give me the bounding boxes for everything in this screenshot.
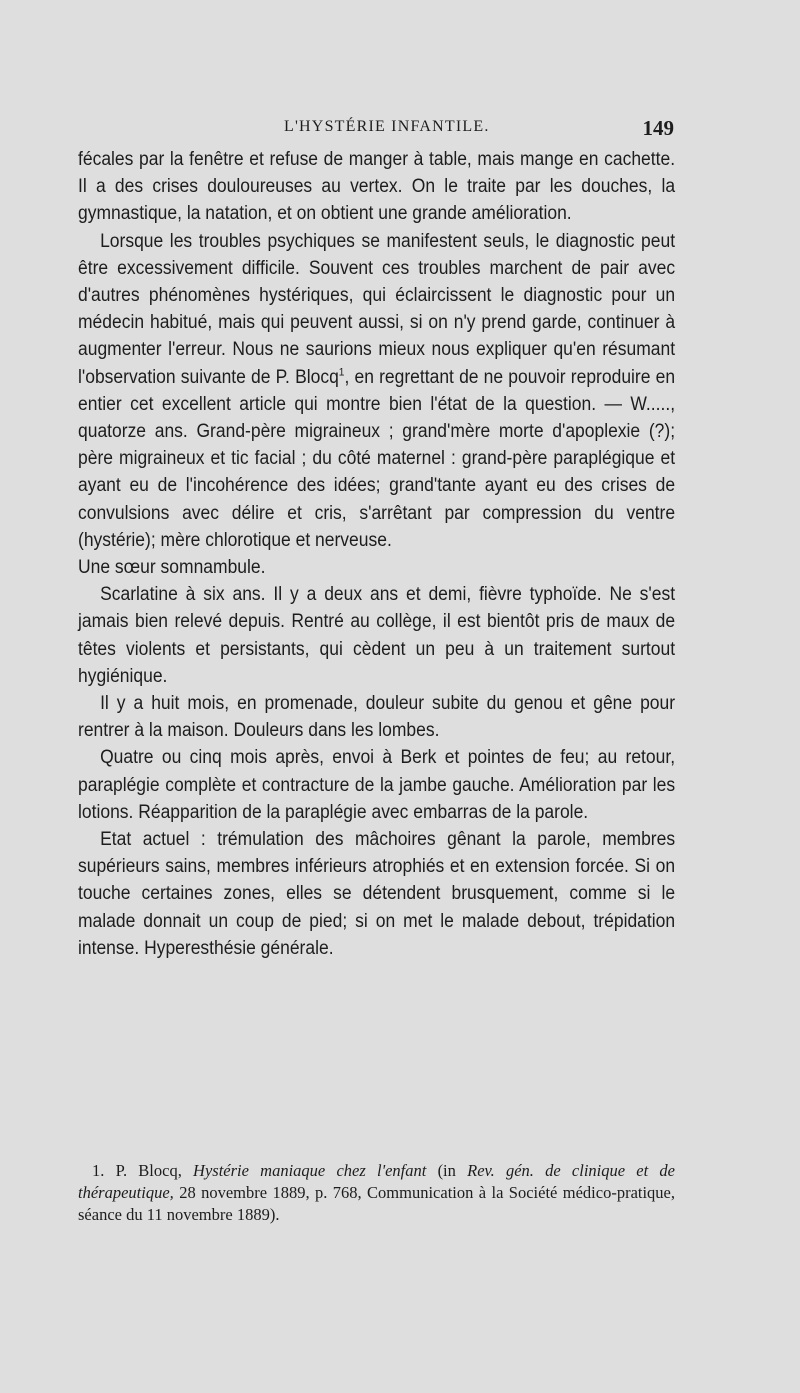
- paragraph: Etat actuel : trémulation des mâchoires gênant la parole, membres supérieurs sains, membres inférieurs atrophiés et en extension forcée. Si on touche certaines zones, elles se détendent brusquement, comme si le malade donnait un coup de pied; si on met le malade debout, trépidation intense. Hyperesthésie générale.: [78, 829, 676, 959]
- page-number: 149: [642, 116, 674, 140]
- running-title: L'HYSTÉRIE INFANTILE.: [284, 118, 490, 135]
- paragraph: Une sœur somnambule.: [78, 557, 266, 579]
- paragraph-text-rest: , en regrettant de ne pouvoir reproduire en entier cet excellent article qui montre bien l'état de la question. — W....., quatorze ans. Grand-père migraineux ; grand'mère morte d'apoplexie (?); père migraineux et tic facial ; du côté maternel : grand-père paraplégique et ayant eu de l'incohérence des idées; grand'tante ayant eu des crises de convulsions avec délire et cris, s'arrêtant par compression du ventre (hystérie); mère chlorotique et nerveuse.: [78, 366, 676, 551]
- paragraph: Quatre ou cinq mois après, envoi à Berk et pointes de feu; au retour, paraplégie complète et contracture de la jambe gauche. Amélioration par les lotions. Réapparition de la paraplégie avec embarras de la parole.: [78, 747, 676, 823]
- footnote-author: P. Blocq,: [115, 1161, 182, 1180]
- body-text: [78, 146, 676, 962]
- page-header: [78, 116, 678, 146]
- paragraph: Il y a huit mois, en promenade, douleur subite du genou et gêne pour rentrer à la maison. Douleurs dans les lombes.: [78, 693, 676, 742]
- footnote-title: Hystérie maniaque chez l'enfant: [193, 1161, 427, 1180]
- footnote-text: [78, 1160, 675, 1226]
- paragraph: Scarlatine à six ans. Il y a deux ans et demi, fièvre typhoïde. Ne s'est jamais bien relevé depuis. Rentré au collège, il est bientôt pris de maux de têtes violents et persistants, qui cèdent un peu à un traitement surtout hygiénique.: [78, 584, 676, 687]
- paragraph: [78, 228, 675, 554]
- footnote: [78, 1160, 675, 1226]
- paragraph-continuation: fécales par la fenêtre et refuse de manger à table, mais mange en cachette. Il a des crises douloureuses au vertex. On le traite par les douches, la gymnastique, la natation, et on obtient une grande amélioration.: [78, 149, 676, 225]
- paragraph-text: Lorsque les troubles psychiques se manifestent seuls, le diagnostic peut être excessivement difficile. Souvent ces troubles marchent de pair avec d'autres phénomènes hystériques, qui éclaircissent le diagnostic pour un médecin habitué, mais qui peuvent aussi, si on n'y prend garde, continuer à augmenter l'erreur. Nous ne saurions mieux nous expliquer qu'en résumant l'observation suivante de P. Blocq: [78, 230, 676, 388]
- footnote-marker: 1: [338, 366, 345, 379]
- footnote-in: (in: [437, 1161, 456, 1180]
- footnote-rest: 28 novembre 1889, p. 768, Communication à la Société médico-pratique, séance du 11 novembre 1889).: [78, 1183, 676, 1224]
- footnote-journal: Rev. gén. de clinique et de thérapeutique,: [78, 1161, 675, 1202]
- footnote-number: 1.: [92, 1161, 105, 1180]
